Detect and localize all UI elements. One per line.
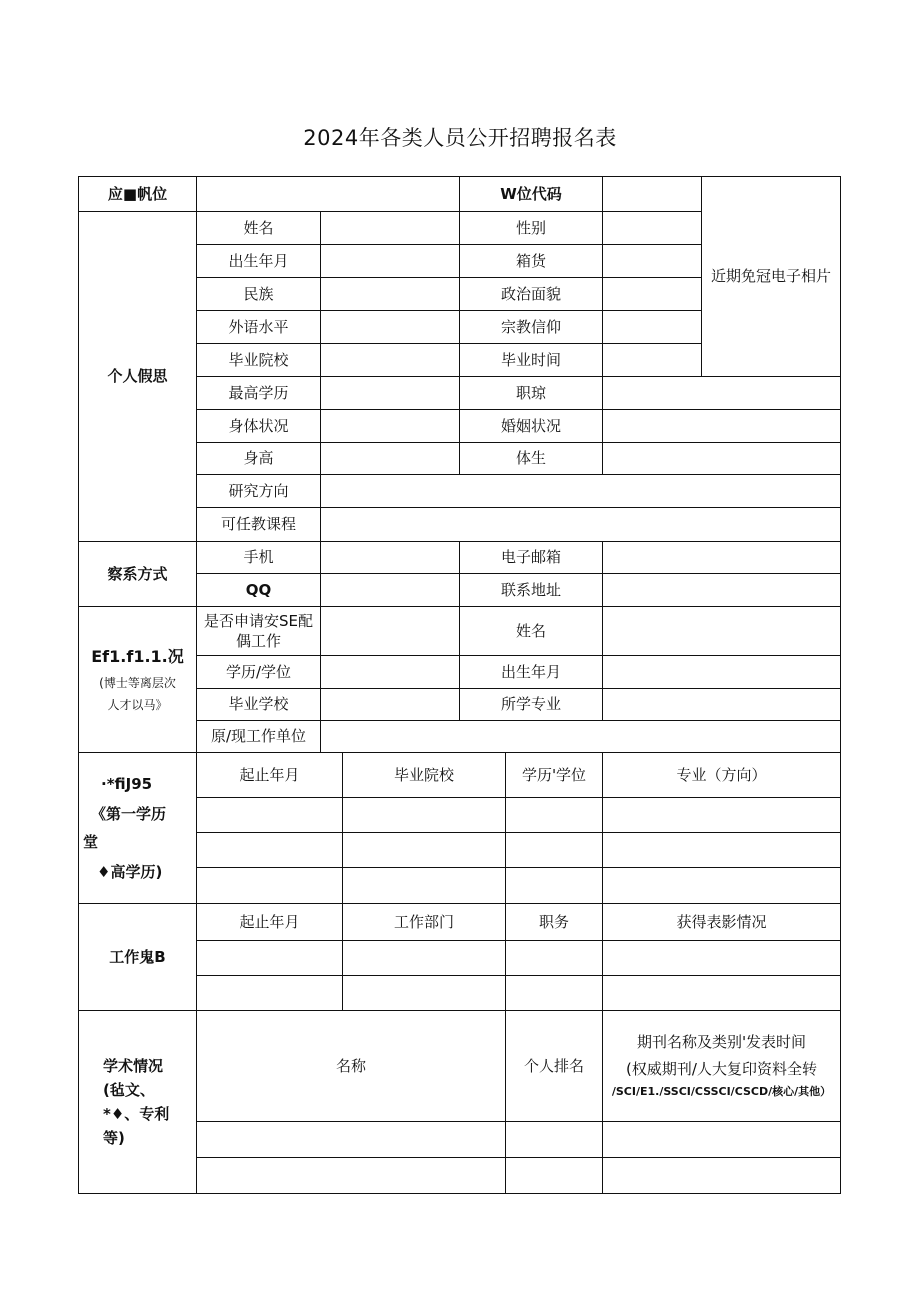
academic-header-rank: 个人排名 [523, 1056, 584, 1075]
height-label: 身高 [243, 449, 274, 468]
work-header-position: 职务 [538, 912, 569, 931]
academic-header-journal [603, 1011, 840, 1121]
gender-label: 性别 [515, 218, 546, 237]
work-header-awards: 获得表影情况 [676, 912, 767, 931]
address-field[interactable] [603, 574, 840, 606]
form-title: 2024年各类人员公开招聘报名表 [303, 126, 617, 150]
work-section-label: 工作鬼B [109, 947, 166, 966]
academic-section-line-4: 等) [103, 1129, 125, 1148]
spouse-section-note-1: (博士等离层次 [99, 676, 176, 691]
academic-section-line-2: (毡文、 [103, 1080, 155, 1099]
spouse-apply-field[interactable] [321, 607, 459, 655]
spouse-section-title: Ef1.f1.1.况 [91, 646, 184, 666]
academic-journal-line-3: /SCI/E1./SSCI/CSSCI/CSCD/核心/其他） [611, 1084, 832, 1098]
education-section-line-4: ♦高学历) [97, 863, 163, 882]
spouse-edu-label: 学历/学位 [225, 662, 292, 681]
spouse-school-label: 毕业学校 [228, 695, 289, 714]
email-label: 电子邮箱 [500, 548, 561, 567]
position-label: 应■帆位 [107, 184, 168, 203]
academic-section-line-1: 学术情况 [103, 1056, 164, 1075]
spouse-unit-field[interactable] [321, 721, 840, 752]
weight-field[interactable] [603, 443, 840, 474]
spouse-name-label: 姓名 [515, 621, 546, 640]
education-section-line-1: ·*fiJ95 [101, 774, 153, 793]
gender-field[interactable] [603, 212, 701, 244]
ethnic-label: 民族 [243, 284, 274, 303]
personal-section-label: 个人假思 [107, 367, 168, 386]
mobile-field[interactable] [321, 542, 459, 573]
academic-section-label [79, 1011, 196, 1193]
spouse-apply-label: 是否申请安SE配偶工作 [204, 611, 313, 650]
research-label: 研究方向 [228, 481, 289, 500]
grad-time-field[interactable] [603, 344, 701, 376]
religion-field[interactable] [603, 311, 701, 343]
birth-label: 出生年月 [228, 251, 289, 270]
marriage-label: 婚姻状况 [500, 416, 561, 435]
qq-field[interactable] [321, 574, 459, 606]
work-header-period: 起止年月 [239, 912, 300, 931]
job-title-label: 职琼 [515, 383, 546, 402]
name-label: 姓名 [243, 218, 274, 237]
academic-header-name: 名称 [335, 1056, 366, 1075]
spouse-unit-label: 原/现工作单位 [210, 727, 307, 746]
education-row[interactable] [197, 833, 840, 867]
birth-field[interactable] [321, 245, 459, 277]
spouse-section-note-2: 人才以马》 [107, 698, 168, 713]
mobile-label: 手机 [243, 548, 274, 567]
political-field[interactable] [603, 278, 701, 310]
marriage-field[interactable] [603, 410, 840, 442]
research-field[interactable] [321, 475, 840, 507]
spouse-edu-field[interactable] [321, 656, 459, 688]
work-row[interactable] [197, 941, 840, 975]
education-header-major: 专业（方向） [676, 765, 767, 784]
contact-section-label: 察系方式 [107, 564, 168, 583]
position-code-input[interactable] [603, 177, 701, 211]
political-label: 政治面貌 [500, 284, 561, 303]
courses-field[interactable] [321, 508, 840, 541]
academic-journal-line-1: 期刊名称及类别'发表时间 [636, 1033, 807, 1052]
ethnic-field[interactable] [321, 278, 459, 310]
work-header-department: 工作部门 [393, 912, 454, 931]
language-label: 外语水平 [228, 317, 289, 336]
position-code-label: W位代码 [500, 184, 562, 203]
job-title-field[interactable] [603, 377, 840, 409]
photo-placeholder[interactable]: 近期免冠电子相片 [710, 267, 831, 286]
degree-field[interactable] [321, 377, 459, 409]
name-field[interactable] [321, 212, 459, 244]
spouse-name-field[interactable] [603, 607, 840, 655]
education-header-degree: 学历'学位 [521, 765, 587, 784]
degree-label: 最高学历 [228, 383, 289, 402]
spouse-section-label [79, 607, 196, 752]
education-header-period: 起止年月 [239, 765, 300, 784]
language-field[interactable] [321, 311, 459, 343]
native-field[interactable] [603, 245, 701, 277]
school-field[interactable] [321, 344, 459, 376]
courses-label: 可任教课程 [220, 515, 296, 534]
academic-journal-line-2: (权威期刊/人大复印资料全转 [626, 1059, 817, 1078]
academic-row[interactable] [197, 1122, 840, 1157]
grad-time-label: 毕业时间 [500, 350, 561, 369]
education-section-line-2: 《第一学历 [91, 804, 167, 823]
health-label: 身体状况 [228, 416, 289, 435]
spouse-school-field[interactable] [321, 689, 459, 720]
education-header-school: 毕业院校 [393, 765, 454, 784]
spouse-birth-label: 出生年月 [500, 662, 561, 681]
weight-label: 体生 [515, 449, 546, 468]
health-field[interactable] [321, 410, 459, 442]
height-field[interactable] [321, 443, 459, 474]
religion-label: 宗教信仰 [500, 317, 561, 336]
academic-row[interactable] [197, 1158, 840, 1193]
work-row[interactable] [197, 976, 840, 1010]
address-label: 联系地址 [500, 580, 561, 599]
education-row[interactable] [197, 868, 840, 903]
spouse-birth-field[interactable] [603, 656, 840, 688]
education-row[interactable] [197, 798, 840, 832]
school-label: 毕业院校 [228, 350, 289, 369]
spouse-major-label: 所学专业 [500, 695, 561, 714]
education-section-label [79, 753, 196, 903]
academic-section-line-3: *♦、专利 [103, 1105, 170, 1123]
qq-label: QQ [245, 580, 272, 599]
spouse-major-field[interactable] [603, 689, 840, 720]
education-section-line-3: 堂 [83, 833, 99, 851]
email-field[interactable] [603, 542, 840, 573]
native-label: 箱货 [515, 251, 546, 270]
position-input[interactable] [197, 177, 459, 211]
